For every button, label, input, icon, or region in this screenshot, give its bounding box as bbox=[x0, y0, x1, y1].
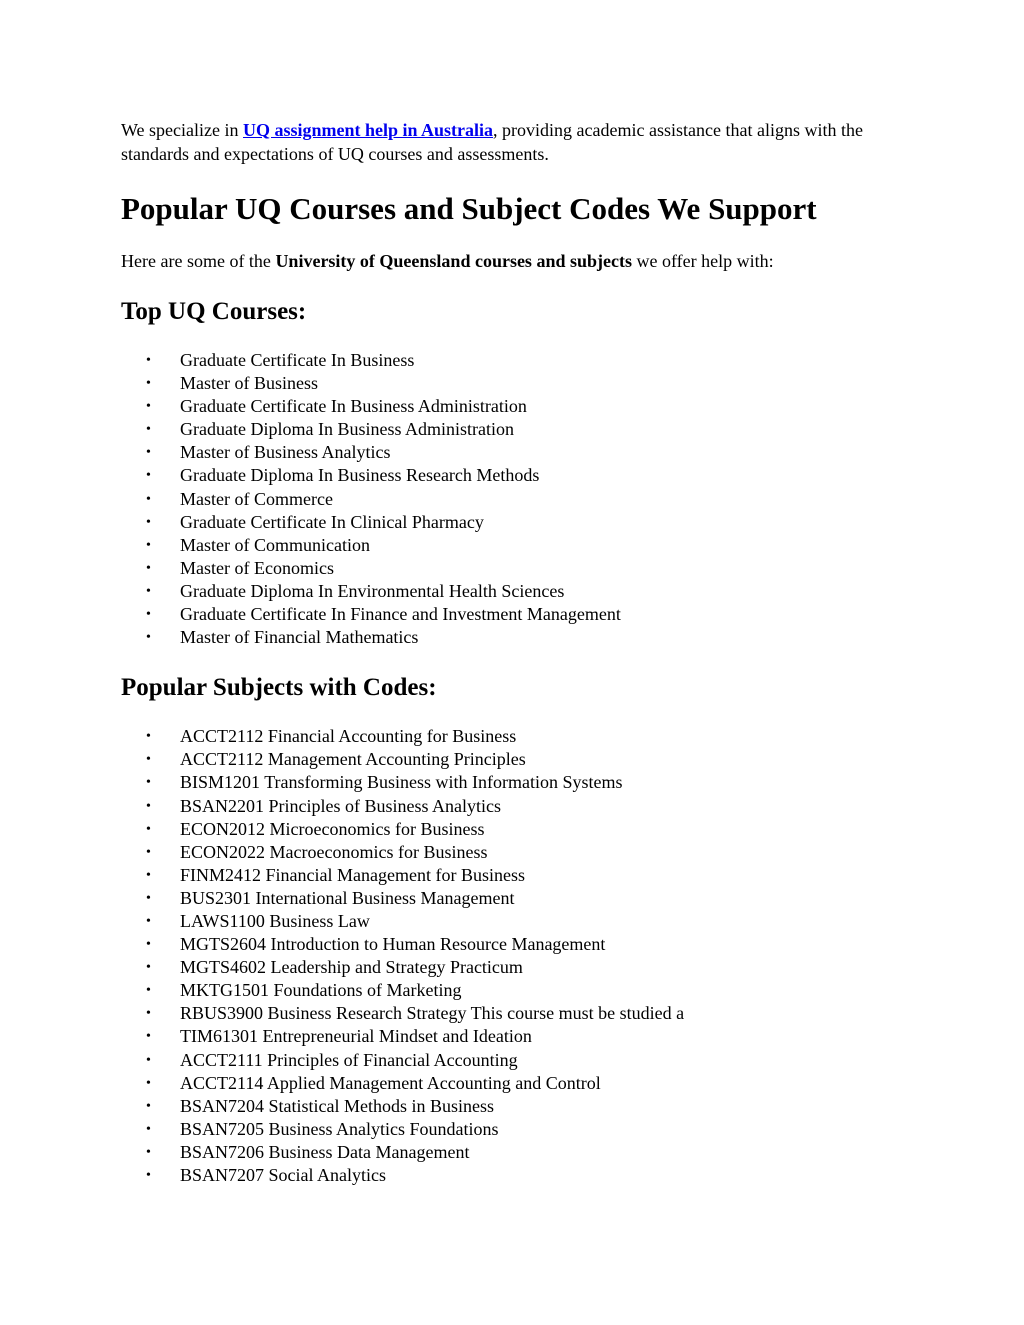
course-list-item-text: Graduate Certificate In Business Administration bbox=[180, 396, 527, 417]
subject-list-item bbox=[121, 771, 911, 794]
bullet-icon: • bbox=[146, 1052, 151, 1068]
subject-list-item bbox=[121, 933, 911, 956]
bullet-icon: • bbox=[146, 560, 151, 576]
course-list-item bbox=[121, 580, 911, 603]
subject-list-item-text: ACCT2111 Principles of Financial Accounting bbox=[180, 1049, 518, 1070]
subject-list-item bbox=[121, 887, 911, 910]
course-list-item bbox=[121, 488, 911, 511]
course-list-item-text: Master of Financial Mathematics bbox=[180, 627, 419, 648]
subject-list-item bbox=[121, 1095, 911, 1118]
course-list-item-text: Graduate Diploma In Environmental Health Sciences bbox=[180, 580, 565, 601]
course-list-item-text: Graduate Diploma In Business Administration bbox=[180, 419, 514, 440]
course-list-item-text: Master of Commerce bbox=[180, 488, 333, 509]
bullet-icon: • bbox=[146, 1006, 151, 1022]
bullet-icon: • bbox=[146, 353, 151, 368]
subject-list-item-text: BSAN7205 Business Analytics Foundations bbox=[180, 1118, 499, 1139]
intro-prefix: We specialize in bbox=[121, 120, 243, 140]
course-list-item-text: Master of Business bbox=[180, 373, 318, 394]
course-list-item-text: Master of Communication bbox=[180, 534, 370, 555]
bullet-icon: • bbox=[146, 630, 151, 646]
bullet-icon: • bbox=[146, 844, 151, 860]
bullet-icon: • bbox=[146, 960, 151, 976]
bullet-icon: • bbox=[146, 607, 151, 623]
bullet-icon: • bbox=[146, 514, 151, 530]
bullet-icon: • bbox=[146, 1075, 151, 1091]
subjects-list bbox=[121, 725, 911, 1187]
subject-list-item bbox=[121, 1049, 911, 1072]
subject-list-item-text: LAWS1100 Business Law bbox=[180, 910, 370, 931]
course-list-item-text: Master of Economics bbox=[180, 557, 334, 578]
subject-list-item-text: BSAN2201 Principles of Business Analytics bbox=[180, 795, 502, 816]
subject-list-item bbox=[121, 725, 911, 748]
bullet-icon: • bbox=[146, 1168, 151, 1183]
lead-suffix: we offer help with: bbox=[631, 251, 774, 271]
course-list-item-text: Graduate Certificate In Clinical Pharmacy bbox=[180, 511, 484, 532]
subject-list-item bbox=[121, 864, 911, 887]
lead-bold: University of Queensland courses and subjects bbox=[275, 251, 632, 271]
subject-list-item-text: MKTG1501 Foundations of Marketing bbox=[180, 980, 462, 1001]
bullet-icon: • bbox=[146, 775, 151, 791]
course-list-item bbox=[121, 511, 911, 534]
page-title: Popular UQ Courses and Subject Codes We Support bbox=[121, 191, 817, 226]
subject-list-item bbox=[121, 956, 911, 979]
bullet-icon: • bbox=[146, 798, 151, 814]
uq-assignment-help-link[interactable]: UQ assignment help in Australia bbox=[243, 120, 494, 140]
bullet-icon: • bbox=[146, 1098, 151, 1114]
lead-paragraph bbox=[121, 249, 911, 273]
course-list-item bbox=[121, 603, 911, 626]
subject-list-item bbox=[121, 748, 911, 771]
course-list-item bbox=[121, 395, 911, 418]
bullet-icon: • bbox=[146, 752, 151, 768]
courses-list bbox=[121, 349, 911, 649]
subject-list-item-text: TIM61301 Entrepreneurial Mindset and Ideation bbox=[180, 1026, 532, 1047]
subject-list-item-text: BUS2301 International Business Management bbox=[180, 887, 515, 908]
subject-list-item-text: BSAN7206 Business Data Management bbox=[180, 1141, 470, 1162]
intro-paragraph bbox=[121, 118, 911, 166]
subjects-heading: Popular Subjects with Codes: bbox=[121, 674, 437, 702]
bullet-icon: • bbox=[146, 729, 151, 745]
subject-list-item-text: ECON2022 Macroeconomics for Business bbox=[180, 841, 488, 862]
subject-list-item-text: ACCT2112 Financial Accounting for Business bbox=[180, 726, 517, 747]
subject-list-item-text: ACCT2114 Applied Management Accounting and Control bbox=[180, 1072, 601, 1093]
subject-list-item bbox=[121, 818, 911, 841]
subject-list-item bbox=[121, 1164, 911, 1187]
lead-prefix: Here are some of the bbox=[121, 251, 276, 271]
bullet-icon: • bbox=[146, 890, 151, 906]
bullet-icon: • bbox=[146, 491, 151, 507]
subject-list-item bbox=[121, 795, 911, 818]
document-page bbox=[121, 118, 911, 1187]
subject-list-item bbox=[121, 979, 911, 1002]
subject-list-item-text: MGTS2604 Introduction to Human Resource Management bbox=[180, 934, 606, 955]
bullet-icon: • bbox=[146, 422, 151, 438]
course-list-item bbox=[121, 441, 911, 464]
subject-list-item-text: RBUS3900 Business Research Strategy This course must be studied a bbox=[180, 1003, 685, 1024]
bullet-icon: • bbox=[146, 537, 151, 553]
subject-list-item bbox=[121, 1118, 911, 1141]
bullet-icon: • bbox=[146, 867, 151, 883]
bullet-icon: • bbox=[146, 583, 151, 599]
bullet-icon: • bbox=[146, 445, 151, 461]
bullet-icon: • bbox=[146, 1029, 151, 1045]
course-list-item bbox=[121, 557, 911, 580]
subject-list-item-text: BSAN7207 Social Analytics bbox=[180, 1165, 386, 1185]
course-list-item bbox=[121, 464, 911, 487]
bullet-icon: • bbox=[146, 913, 151, 929]
subject-list-item-text: BSAN7204 Statistical Methods in Business bbox=[180, 1095, 495, 1116]
course-list-item-text: Graduate Certificate In Finance and Investment Management bbox=[180, 604, 621, 625]
bullet-icon: • bbox=[146, 468, 151, 484]
subject-list-item bbox=[121, 1002, 911, 1025]
subject-list-item-text: MGTS4602 Leadership and Strategy Practicum bbox=[180, 957, 523, 978]
subject-list-item bbox=[121, 1025, 911, 1048]
course-list-item-text: Master of Business Analytics bbox=[180, 442, 391, 463]
subject-list-item bbox=[121, 1072, 911, 1095]
bullet-icon: • bbox=[146, 1144, 151, 1160]
course-list-item-text: Graduate Certificate In Business bbox=[180, 350, 415, 370]
bullet-icon: • bbox=[146, 821, 151, 837]
bullet-icon: • bbox=[146, 376, 151, 392]
bullet-icon: • bbox=[146, 1121, 151, 1137]
course-list-item-text: Graduate Diploma In Business Research Methods bbox=[180, 465, 540, 486]
intro-suffix: , providing academic assistance that aligns with the standards and expectations of UQ courses and assessments. bbox=[121, 120, 863, 164]
subject-list-item-text: BISM1201 Transforming Business with Information Systems bbox=[180, 772, 623, 793]
course-list-item bbox=[121, 418, 911, 441]
bullet-icon: • bbox=[146, 937, 151, 953]
course-list-item bbox=[121, 626, 911, 649]
bullet-icon: • bbox=[146, 399, 151, 415]
courses-heading: Top UQ Courses: bbox=[121, 298, 307, 325]
subject-list-item bbox=[121, 910, 911, 933]
course-list-item bbox=[121, 372, 911, 395]
subject-list-item bbox=[121, 1141, 911, 1164]
subject-list-item-text: ACCT2112 Management Accounting Principles bbox=[180, 749, 526, 770]
course-list-item bbox=[121, 534, 911, 557]
subject-list-item-text: FINM2412 Financial Management for Business bbox=[180, 864, 525, 885]
subject-list-item bbox=[121, 841, 911, 864]
subject-list-item-text: ECON2012 Microeconomics for Business bbox=[180, 818, 485, 839]
bullet-icon: • bbox=[146, 983, 151, 999]
course-list-item bbox=[121, 349, 911, 372]
